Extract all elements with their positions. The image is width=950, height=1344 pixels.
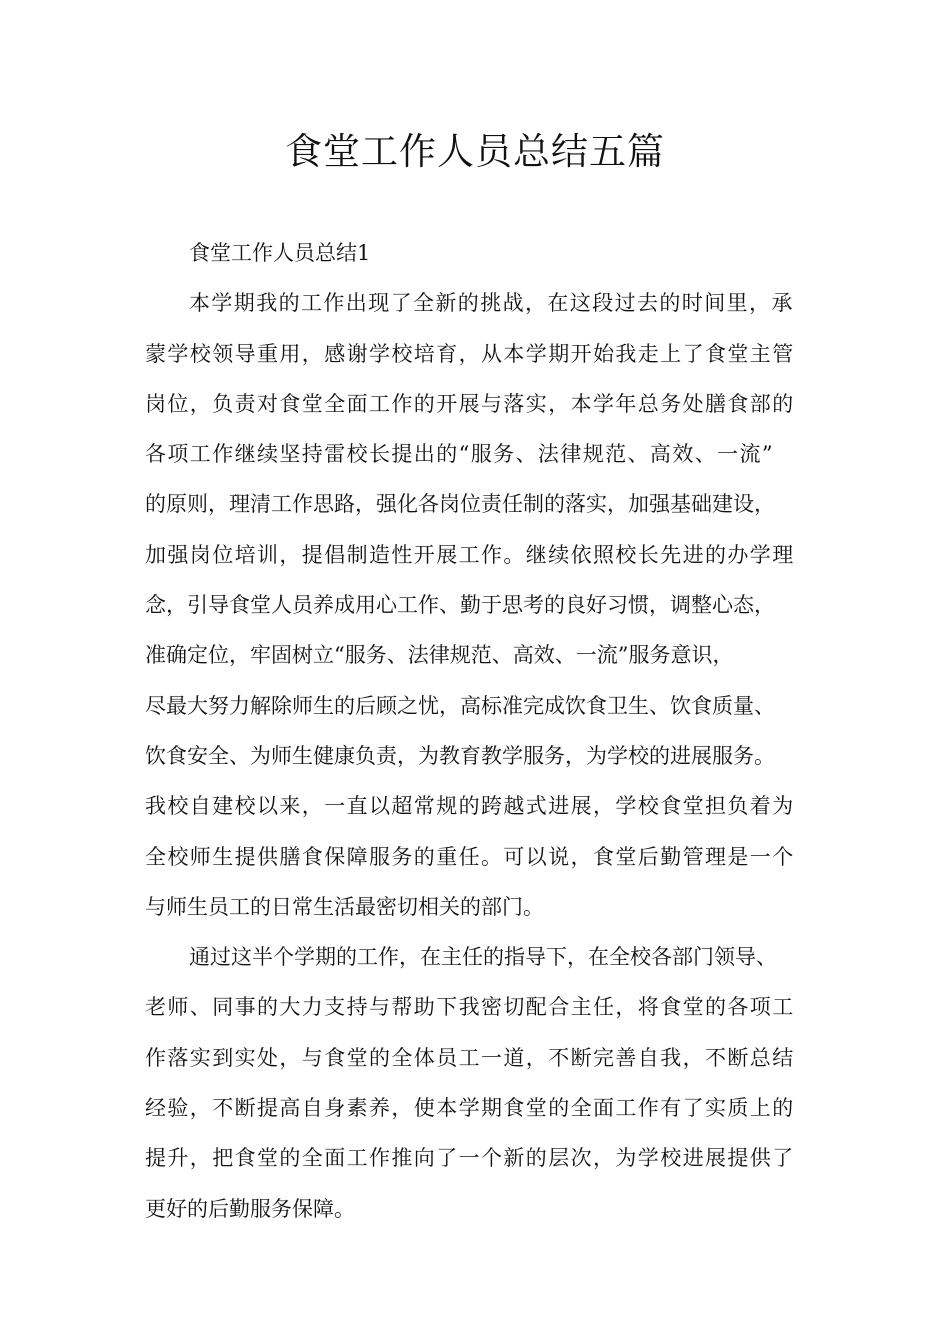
paragraph-line: 的原则，理清工作思路，强化各岗位责任制的落实，加强基础建设， <box>145 492 775 517</box>
section-heading: 食堂工作人员总结1 <box>189 241 371 265</box>
paragraph-line: 通过这半个学期的工作，在主任的指导下，在全校各部门领导、 <box>189 945 777 970</box>
paragraph-line: 饮食安全、为师生健康负责，为教育教学服务，为学校的进展服务。 <box>145 743 775 768</box>
paragraph-line: 念，引导食堂人员养成用心工作、勤于思考的良好习惯，调整心态， <box>145 593 775 618</box>
paragraph-line: 全校师生提供膳食保障服务的重任。可以说，食堂后勤管理是一个 <box>145 844 795 869</box>
paragraph-line: 经验，不断提高自身素养，使本学期食堂的全面工作有了实质上的 <box>145 1096 795 1121</box>
paragraph-line: 我校自建校以来，一直以超常规的跨越式进展，学校食堂担负着为 <box>145 794 795 819</box>
document-body <box>145 228 835 1234</box>
paragraph-line: 作落实到实处，与食堂的全体员工一道，不断完善自我，不断总结 <box>145 1045 795 1070</box>
paragraph-line: 岗位，负责对食堂全面工作的开展与落实，本学年总务处膳食部的 <box>145 391 795 416</box>
paragraph-line: 与师生员工的日常生活最密切相关的部门。 <box>145 894 544 919</box>
paragraph-line: 老师、同事的大力支持与帮助下我密切配合主任，将食堂的各项工 <box>145 995 795 1020</box>
paragraph-line: 蒙学校领导重用，感谢学校培育，从本学期开始我走上了食堂主管 <box>145 341 795 366</box>
paragraph-line: 加强岗位培训，提倡制造性开展工作。继续依照校长先进的办学理 <box>145 542 795 567</box>
paragraph-2 <box>145 932 835 1234</box>
paragraph-line: 本学期我的工作出现了全新的挑战，在这段过去的时间里，承 <box>189 291 794 316</box>
paragraph-line: 更好的后勤服务保障。 <box>145 1196 355 1221</box>
paragraph-line: 尽最大努力解除师生的后顾之忧，高标准完成饮食卫生、饮食质量、 <box>145 693 775 718</box>
paragraph-line: 各项工作继续坚持雷校长提出的“服务、法律规范、高效、一流” <box>145 442 775 467</box>
paragraph-line: 准确定位，牢固树立“服务、法律规范、高效、一流”服务意识， <box>145 643 734 668</box>
paragraph-line: 提升，把食堂的全面工作推向了一个新的层次，为学校进展提供了 <box>145 1146 795 1171</box>
paragraph-1 <box>145 278 835 932</box>
document-title: 食堂工作人员总结五篇 <box>285 130 665 173</box>
